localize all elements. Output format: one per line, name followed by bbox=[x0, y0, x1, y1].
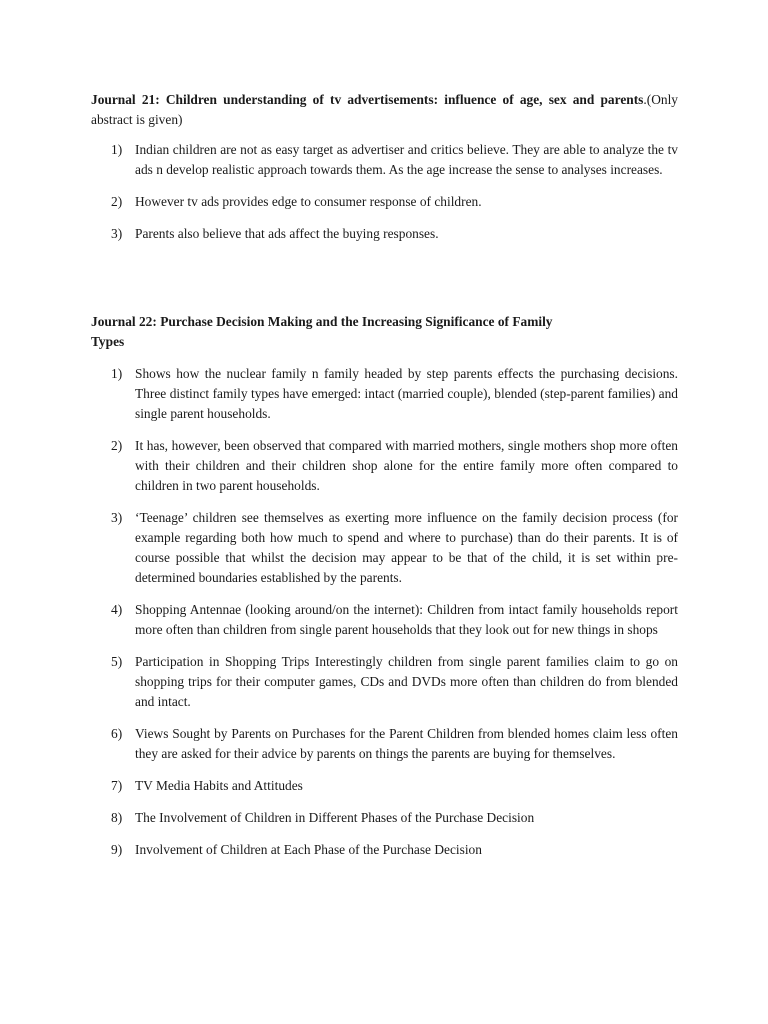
list-item-text: The Involvement of Children in Different Phases of the Purchase Decision bbox=[135, 810, 535, 825]
list-item-number: 3) bbox=[111, 510, 123, 525]
journal-22-heading-line2: Types bbox=[91, 334, 125, 349]
list-item bbox=[91, 840, 678, 860]
list-item bbox=[91, 364, 678, 424]
list-item bbox=[91, 808, 678, 828]
list-item-number: 1) bbox=[111, 142, 123, 157]
journal-21-heading-note: .(Only abstract is given) bbox=[91, 92, 678, 127]
journal-21-section bbox=[91, 90, 678, 256]
journal-21-heading-title: Journal 21: Children understanding of tv advertisements: influence of age, sex and parents bbox=[91, 92, 644, 107]
list-item-text: Views Sought by Parents on Purchases for the Parent Children from blended homes claim less often they are asked for their advice by parents on things the parents are buying for themselves. bbox=[135, 726, 678, 761]
list-item-number: 7) bbox=[111, 778, 123, 793]
journal-22-list bbox=[91, 364, 678, 860]
list-item-text: Involvement of Children at Each Phase of the Purchase Decision bbox=[135, 842, 482, 857]
list-item-number: 2) bbox=[111, 194, 123, 209]
list-item-number: 2) bbox=[111, 438, 123, 453]
journal-22-heading-line1: Journal 22: Purchase Decision Making and the Increasing Significance of Family bbox=[91, 314, 553, 329]
list-item-number: 1) bbox=[111, 366, 123, 381]
list-item-text: Shopping Antennae (looking around/on the internet): Children from intact family households report more often than children from single parent households that they look out for new things in shops bbox=[135, 602, 678, 637]
list-item bbox=[91, 192, 678, 212]
list-item bbox=[91, 600, 678, 640]
list-item-text: It has, however, been observed that compared with married mothers, single mothers shop more often with their children and their children shop alone for the entire family more often compared to children in two parent households. bbox=[135, 438, 678, 493]
journal-22-section bbox=[91, 312, 678, 872]
list-item-text: Parents also believe that ads affect the buying responses. bbox=[135, 226, 439, 241]
list-item bbox=[91, 436, 678, 496]
list-item-text: However tv ads provides edge to consumer response of children. bbox=[135, 194, 482, 209]
list-item bbox=[91, 724, 678, 764]
list-item-text: Indian children are not as easy target as advertiser and critics believe. They are able to analyze the tv ads n develop realistic approach towards them. As the age increase the sense to analyses increases. bbox=[135, 142, 678, 177]
journal-21-list bbox=[91, 140, 678, 244]
list-item-number: 6) bbox=[111, 726, 123, 741]
list-item bbox=[91, 224, 678, 244]
journal-21-heading bbox=[91, 90, 678, 130]
list-item-number: 9) bbox=[111, 842, 123, 857]
list-item bbox=[91, 652, 678, 712]
list-item bbox=[91, 140, 678, 180]
list-item-number: 4) bbox=[111, 602, 123, 617]
list-item-number: 8) bbox=[111, 810, 123, 825]
list-item-text: Participation in Shopping Trips Interestingly children from single parent families claim to go on shopping trips for their computer games, CDs and DVDs more often than children do from blended and intact. bbox=[135, 654, 678, 709]
list-item-text: ‘Teenage’ children see themselves as exerting more influence on the family decision process (for example regarding both how much to spend and where to purchase) than do their parents. It is of course possible that whilst the decision may appear to be that of the child, it is set within pre-determined boundaries established by the parents. bbox=[135, 510, 678, 585]
list-item-number: 3) bbox=[111, 226, 123, 241]
list-item-number: 5) bbox=[111, 654, 123, 669]
list-item-text: Shows how the nuclear family n family headed by step parents effects the purchasing decisions. Three distinct family types have emerged: intact (married couple), blended (step-parent families) and single parent households. bbox=[135, 366, 678, 421]
list-item bbox=[91, 508, 678, 588]
list-item-text: TV Media Habits and Attitudes bbox=[135, 778, 303, 793]
journal-22-heading bbox=[91, 312, 678, 352]
list-item bbox=[91, 776, 678, 796]
